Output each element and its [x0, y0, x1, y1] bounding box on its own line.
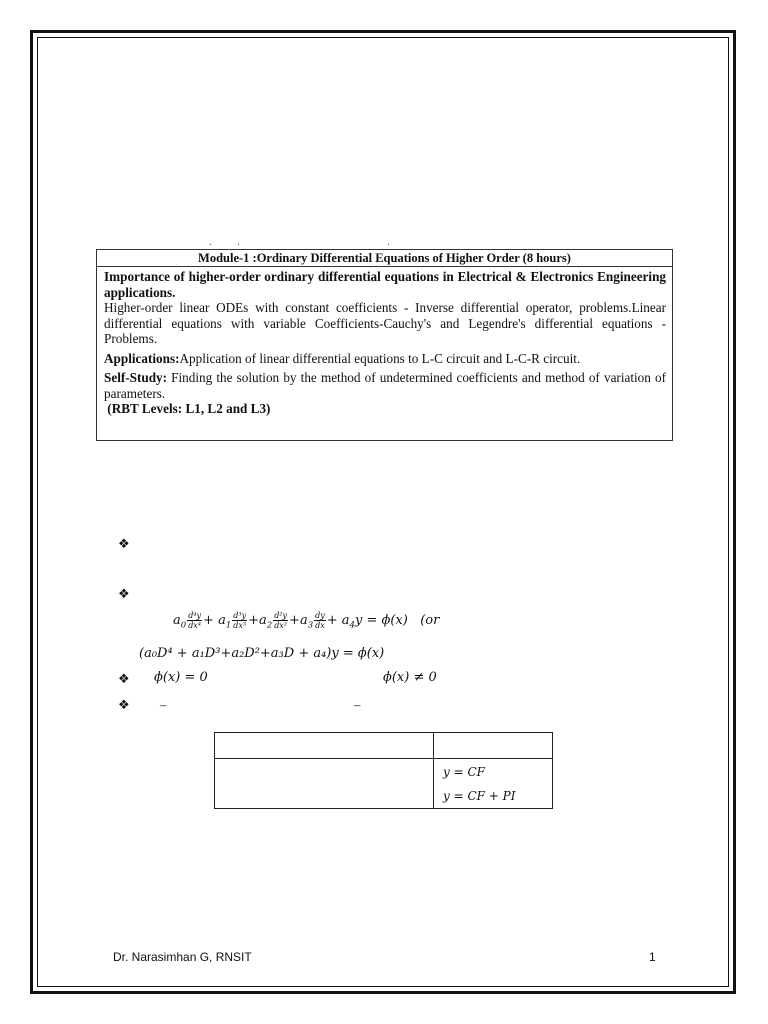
table-cell — [215, 733, 434, 759]
module-topics: Higher-order linear ODEs with constant coefficients - Inverse differential operator, problems.Linear differential equations with variable Coefficients-Cauchy's and Legendre's differential equations - Problems. — [104, 300, 666, 346]
operator-form-equation: (a₀D⁴ + a₁D³+a₂D²+a₃D + a₄)y = ϕ(x) — [139, 646, 385, 661]
general-ode-equation: $a_0$ $\frac{\text{d⁴y}}{\text{dx⁴}}$ + $a_1$ $\frac{\text{d³y}}{\text{dx³}}$ $+a_2$ $\frac{\text{d²y}}{\text{dx²}}$ $+a_3$ $\frac{dy}{dx}$ + $a_4y = \phi(x)$ (or — [173, 611, 440, 631]
table-cell — [434, 733, 553, 759]
cropped-previous-line: · · · — [209, 243, 393, 249]
bullet-icon: ❖ — [118, 537, 130, 552]
module-self-study: Self-Study: Finding the solution by the method of undetermined coefficients and method of variation of parameters. — [104, 370, 666, 401]
bullet-icon: ❖ — [118, 587, 130, 602]
solution-table — [214, 732, 553, 809]
table-row — [215, 733, 553, 759]
module-applications: Applications:Application of linear differential equations to L-C circuit and L-C-R circuit. — [104, 350, 581, 366]
module-rbt-levels: (RBT Levels: L1, L2 and L3) — [107, 401, 271, 416]
nonhomogeneous-condition: ϕ(x) ≠ 0 — [383, 670, 437, 685]
equation-or-note: (or — [420, 613, 440, 628]
table-cell — [434, 759, 553, 809]
page-border-inner — [37, 37, 729, 987]
module-title: Module-1 :Ordinary Differential Equations of Higher Order (8 hours) — [97, 249, 672, 267]
footer-author: Dr. Narasimhan G, RNSIT — [113, 950, 252, 964]
bullet-icon: ❖ — [118, 698, 130, 713]
module-body — [97, 267, 672, 417]
dash-mark: – — [354, 697, 361, 712]
table-row — [215, 759, 553, 809]
solution-cf: y = CF — [443, 764, 485, 779]
bullet-icon: ❖ — [118, 672, 130, 687]
solution-cf-pi: y = CF + PI — [443, 788, 516, 803]
page-number: 1 — [649, 950, 656, 964]
homogeneous-condition: ϕ(x) = 0 — [154, 670, 208, 685]
syllabus-module-box — [96, 243, 673, 441]
module-importance: Importance of higher-order ordinary differential equations in Electrical & Electronics Engineering applications. — [104, 269, 666, 300]
table-cell — [215, 759, 434, 809]
dash-mark: – — [160, 697, 167, 712]
